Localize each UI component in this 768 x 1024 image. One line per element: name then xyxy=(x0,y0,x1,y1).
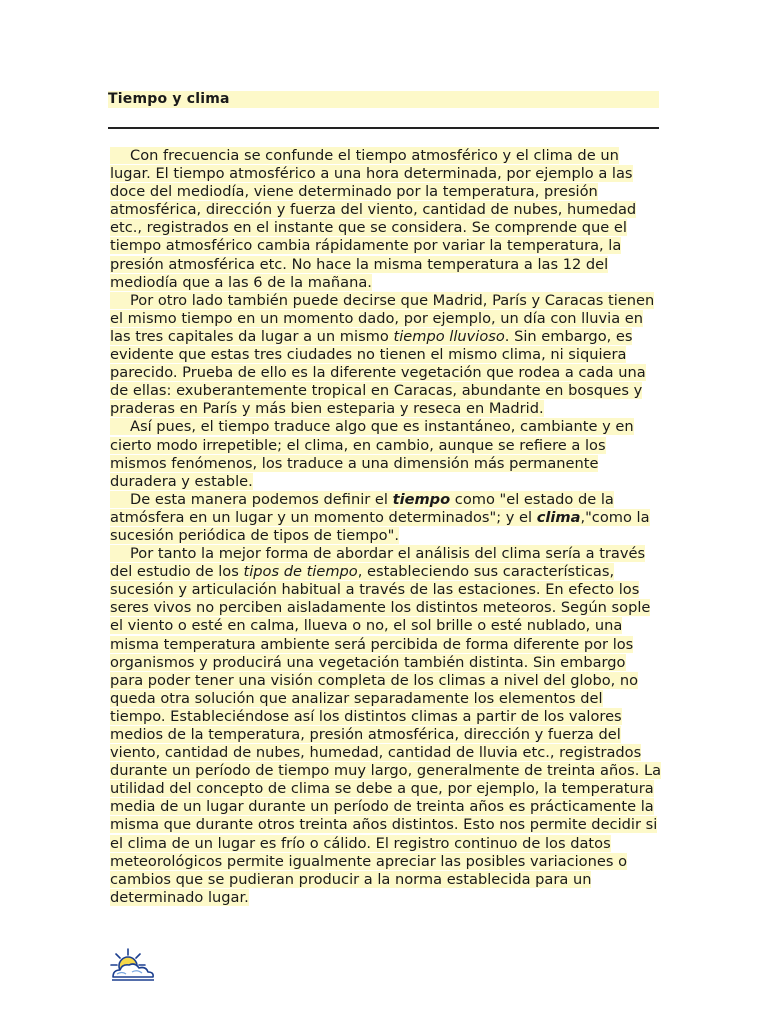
paragraph-1-text: Con frecuencia se confunde el tiempo atmosférico y el clima de un lugar. El tiempo atmosférico a una hora determinada, por ejemplo a las doce del mediodía, viene determinado por la temperatura, presión atmosférica, dirección y fuerza del viento, cantidad de nubes, humedad etc., registrados en el instante que se considera. Se comprende que el tiempo atmosférico cambia rápidamente por variar la temperatura, la presión atmosférica etc. No hace la misma temperatura a las 12 del mediodía que a las 6 de la mañana. xyxy=(110,147,637,291)
title-divider xyxy=(108,127,659,129)
paragraph-4-text-c: ,"como la sucesión periódica de tipos de tiempo". xyxy=(110,508,650,544)
paragraph-5 xyxy=(110,545,662,907)
paragraph-2 xyxy=(110,292,662,419)
article-body xyxy=(110,147,662,907)
page-title: Tiempo y clima xyxy=(108,91,659,108)
term-clima: clima xyxy=(536,508,581,526)
paragraph-2-text-b: . Sin embargo, es evidente que estas tres ciudades no tienen el mismo clima, ni siquiera parecido. Prueba de ello es la diferente vegetación que rodea a cada una de ellas: exuberantemente tropical en Caracas, abundante en bosques y praderas en París y más bien esteparia y reseca en Madrid. xyxy=(110,327,646,418)
term-tipos-de-tiempo: tipos de tiempo xyxy=(243,563,358,581)
term-tiempo: tiempo xyxy=(392,490,451,508)
paragraph-5-text-b: , estableciendo sus características, sucesión y articulación habitual a través de las estaciones. En efecto los seres vivos no perciben aisladamente los distintos meteoros. Según sople el viento o esté en calma, llueva o no, el sol brille o esté nublado, una misma temperatura ambiente será percibida de forma diferente por los organismos y producirá una vegetación también distinta. Sin embargo para poder tener una visión completa de los climas a nivel del globo, no queda otra solución que analizar separadamente los elementos del tiempo. Estableciéndose así los distintos climas a partir de los valores medios de la temperatura, presión atmosférica, dirección y fuerza del viento, cantidad de nubes, humedad, cantidad de lluvia etc., registrados durante un período de tiempo muy largo, generalmente de treinta años. La utilidad del concepto de clima se debe a que, por ejemplo, la temperatura media de un lugar durante un período de treinta años es prácticamente la misma que durante otros treinta años distintos. Esto nos permite decidir si el clima de un lugar es frío o cálido. El registro continuo de los datos meteorológicos permite igualmente apreciar las posibles variaciones o cambios que se pudieran producir a la norma establecida para un determinado lugar. xyxy=(110,563,662,906)
paragraph-5-text-a: Por tanto la mejor forma de abordar el análisis del clima sería a través del estudio de los xyxy=(110,545,646,581)
paragraph-4 xyxy=(110,491,662,545)
paragraph-3-text: Así pues, el tiempo traduce algo que es instantáneo, cambiante y en cierto modo irrepetible; el clima, en cambio, aunque se refiere a los mismos fenómenos, los traduce a una dimensión más permanente duradera y estable. xyxy=(110,418,634,490)
paragraph-4-text-a: De esta manera podemos definir el xyxy=(130,490,393,508)
sun-behind-cloud-icon xyxy=(108,946,158,982)
paragraph-4-text-b: como "el estado de la atmósfera en un lugar y un momento determinados"; y el xyxy=(110,490,614,526)
paragraph-2-text-a: Por otro lado también puede decirse que Madrid, París y Caracas tienen el mismo tiempo en un momento dado, por ejemplo, un día con lluvia en las tres capitales da lugar a un mismo xyxy=(110,291,655,345)
term-tiempo-lluvioso: tiempo lluvioso xyxy=(393,327,505,345)
paragraph-1 xyxy=(110,147,662,292)
paragraph-3 xyxy=(110,418,662,490)
